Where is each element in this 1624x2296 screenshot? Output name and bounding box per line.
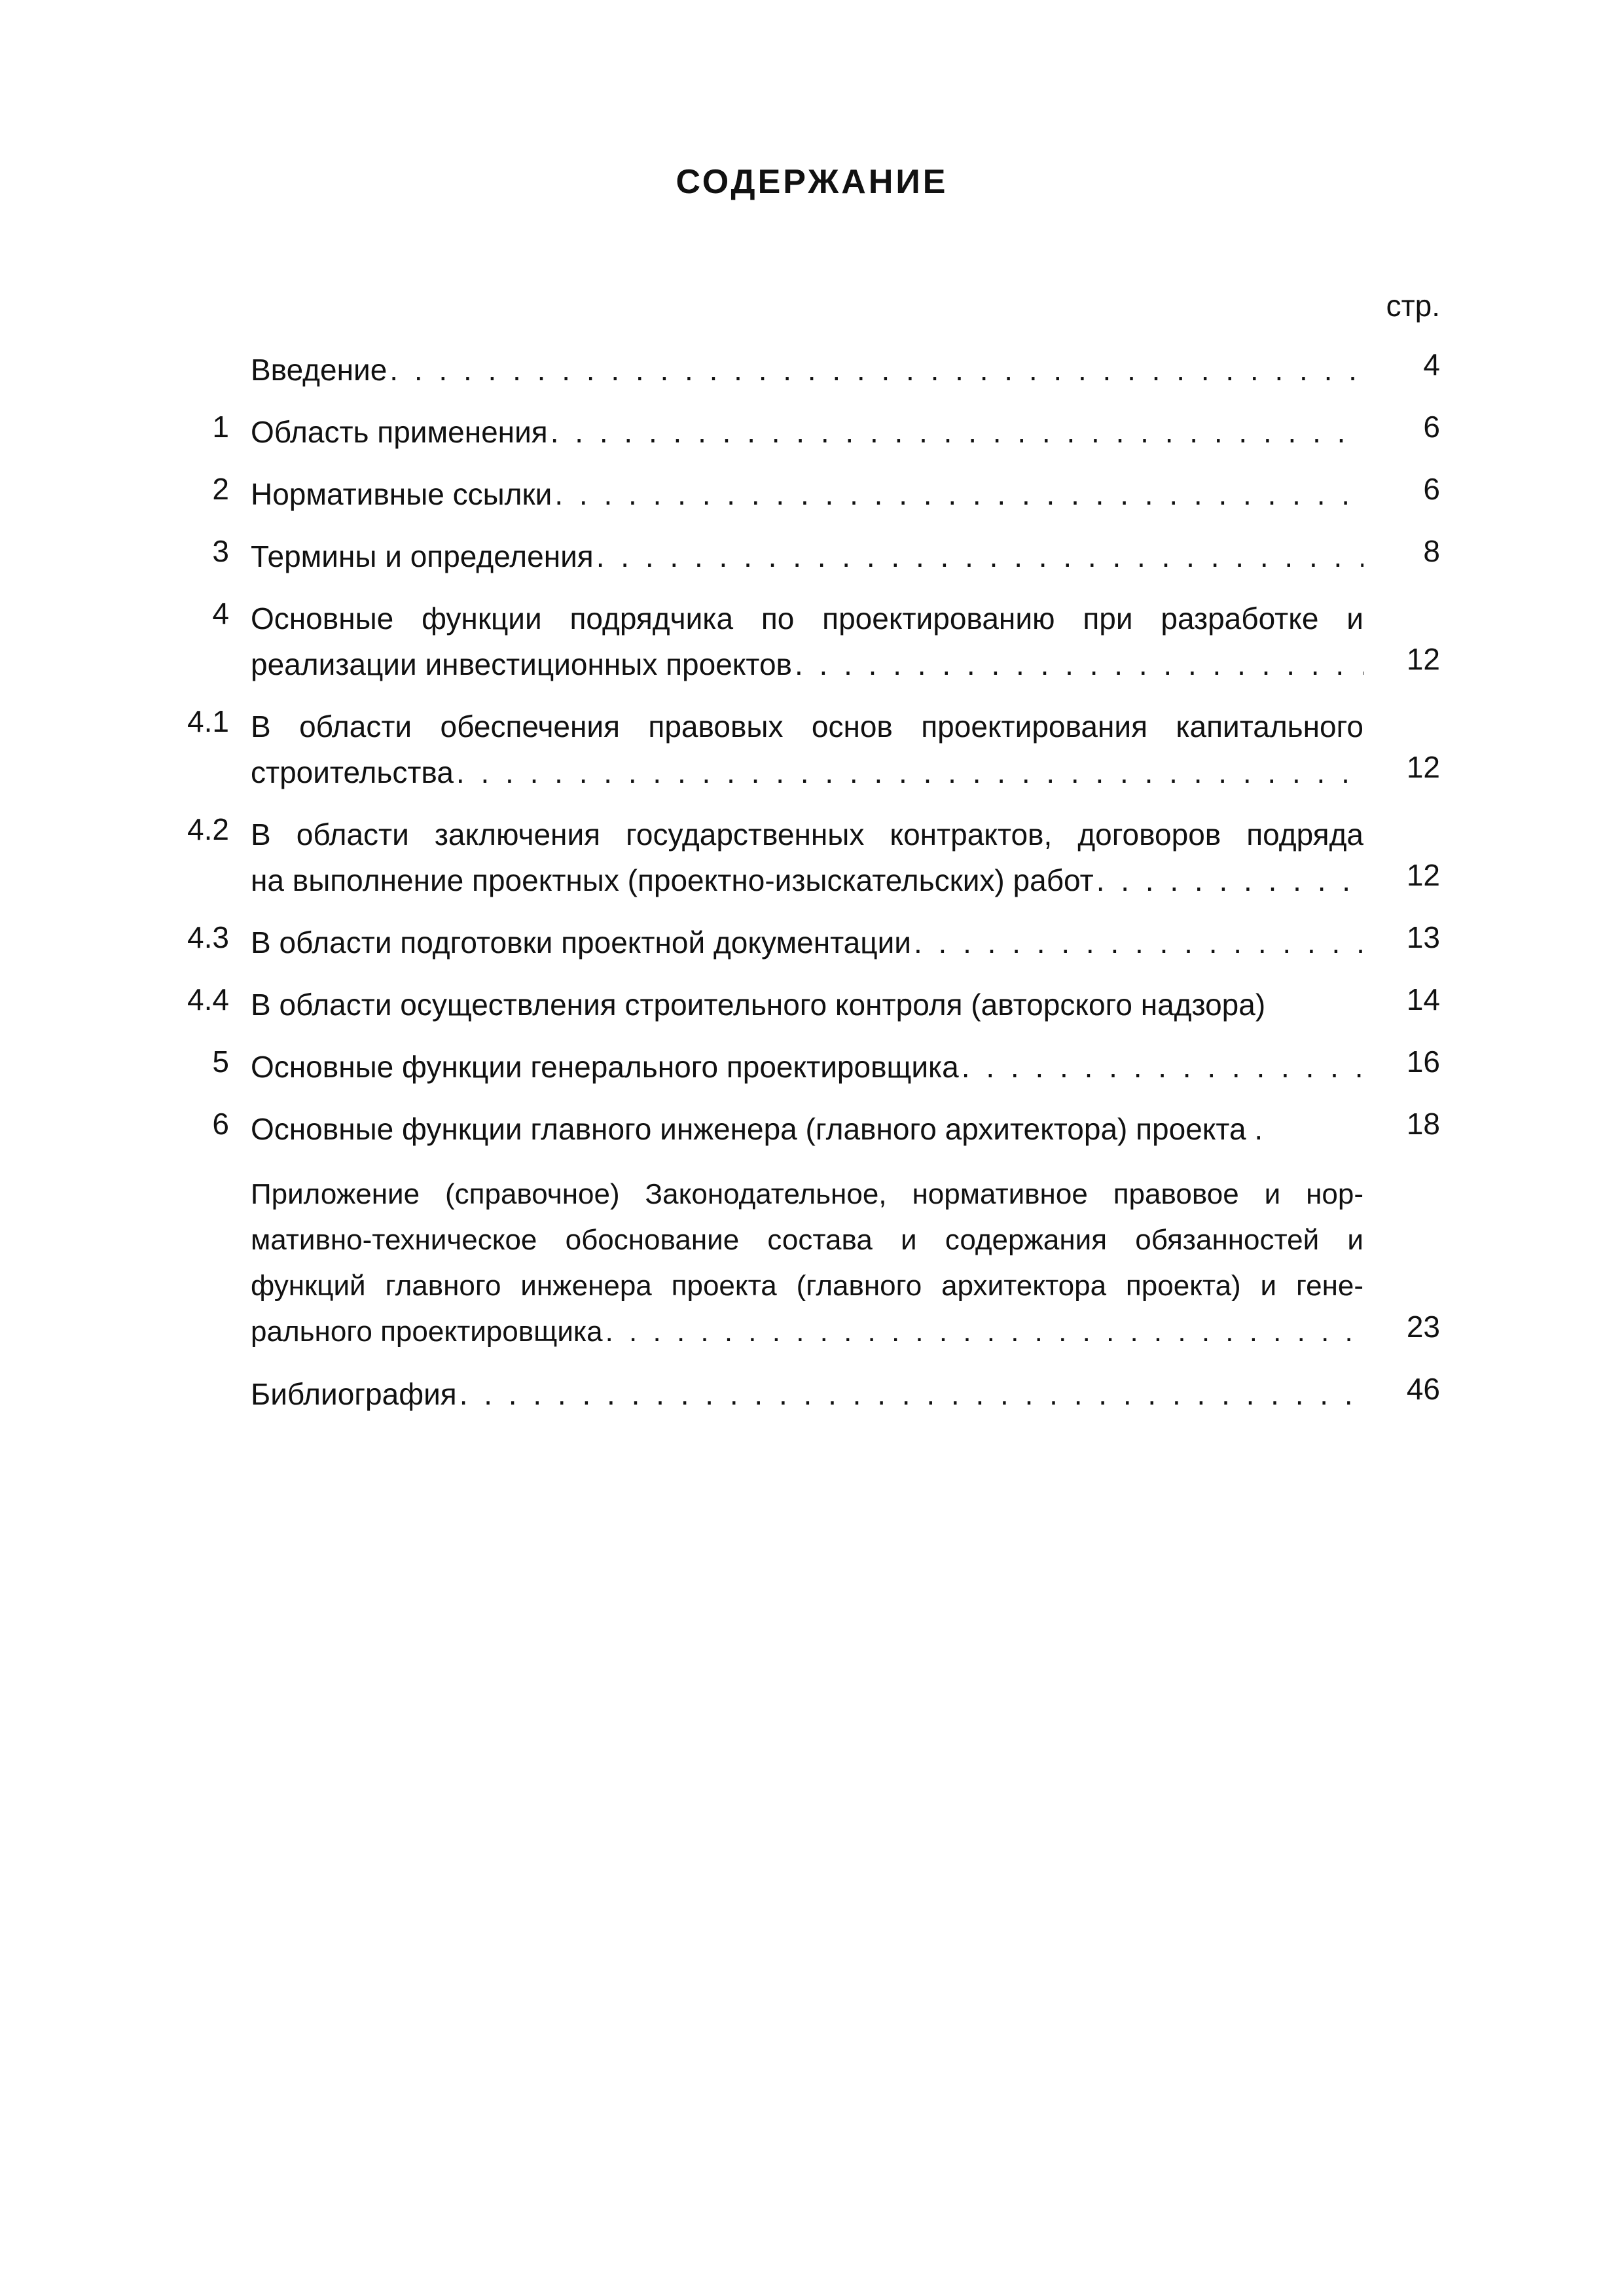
toc-entry-page: 18 [1406,1107,1440,1141]
toc-entry-number: 4 [212,596,229,630]
toc-entry-title-line: мативно-техническое обоснование состава и содержания обязанностей и [251,1224,1363,1256]
toc-entry-title: Основные функции генерального проектировщика [251,1050,959,1084]
toc-entry-number: 4.4 [187,982,229,1016]
toc-entry-page: 12 [1406,750,1440,784]
toc-entry-title-line: В области обеспечения правовых основ проектирования капитального [251,709,1363,744]
page-column-label: стр. [1386,289,1440,323]
page-title: СОДЕРЖАНИЕ [676,163,948,201]
toc-entry-page: 8 [1423,534,1440,568]
toc-entry-page: 23 [1406,1310,1440,1344]
toc-entry-title-line: В области заключения государственных контрактов, договоров подряда [251,817,1363,852]
dot-leader [389,347,1363,393]
toc-entry-title: Термины и определения [251,539,594,573]
toc-entry-title: В области осуществления строительного контроля (авторского надзора) [251,988,1266,1022]
toc-entry-page: 12 [1406,858,1440,892]
toc-entry-number: 3 [212,534,229,568]
dot-leader [554,471,1363,517]
toc-entry-title: строительства [251,755,454,789]
dot-leader [456,749,1363,795]
dot-leader [596,533,1363,579]
dot-leader [550,409,1363,455]
toc-entry-title: Библиография [251,1377,457,1411]
toc-entry-page: 13 [1406,920,1440,954]
toc-entry-page: 12 [1406,642,1440,676]
dot-leader [1096,857,1363,903]
toc-entry-number: 4.2 [187,812,229,846]
toc-entry-title: рального проектировщика [251,1316,603,1348]
toc-entry-number: 5 [212,1045,229,1079]
toc-entry-title: Область применения [251,415,548,449]
toc-entry-page: 6 [1423,410,1440,444]
toc-entry-page: 46 [1406,1372,1440,1406]
toc-entry-page: 16 [1406,1045,1440,1079]
toc-entry-title: Нормативные ссылки [251,477,552,511]
dot-leader [962,1044,1363,1090]
toc-entry-title-line: Основные функции подрядчика по проектированию при разработке и [251,601,1363,636]
toc-entry-page: 6 [1423,472,1440,506]
dot-leader [795,641,1363,687]
toc-entry-page: 14 [1406,982,1440,1016]
dot-leader [460,1371,1363,1417]
toc-entry-title: реализации инвестиционных проектов [251,647,792,681]
toc-entry-title: на выполнение проектных (проектно-изыскательских) работ [251,863,1094,897]
toc-entry-number: 4.3 [187,920,229,954]
toc-entry-title: В области подготовки проектной документации [251,925,911,960]
toc-entry-number: 1 [212,410,229,444]
toc-entry-number: 6 [212,1107,229,1141]
toc-entry-title: Введение [251,353,388,387]
toc-entry-number: 2 [212,472,229,506]
toc-entry-title: Основные функции главного инженера (главного архитектора) проекта . [251,1112,1263,1146]
toc-entry-number: 4.1 [187,704,229,738]
dot-leader [605,1309,1363,1355]
toc-entry-title-line: Приложение (справочное) Законодательное, нормативное правовое и нор- [251,1178,1363,1210]
toc-entry-title-line: функций главного инженера проекта (главного архитектора проекта) и гене- [251,1270,1363,1302]
dot-leader [914,920,1363,965]
toc-entry-page: 4 [1423,348,1440,382]
